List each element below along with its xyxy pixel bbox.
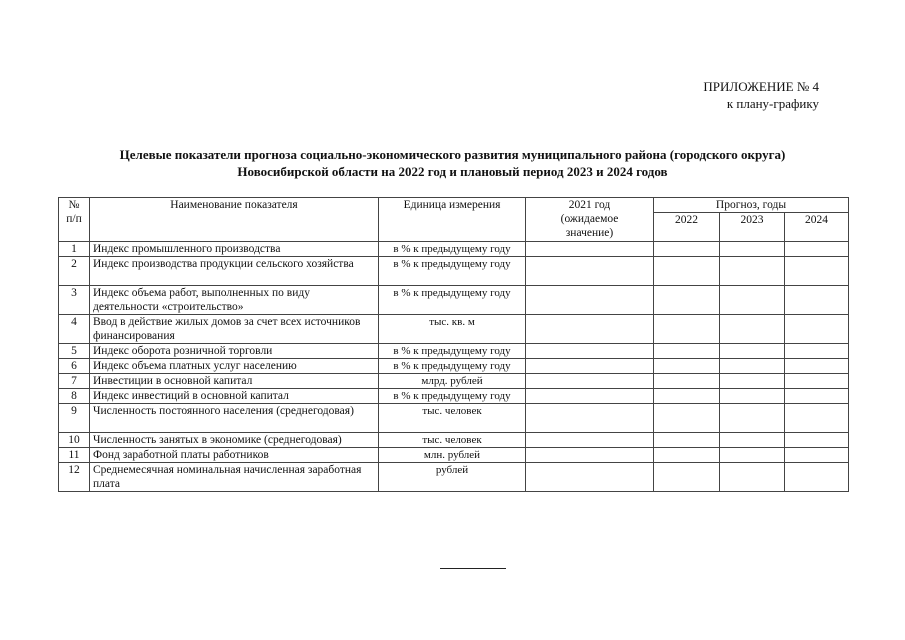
table-row: 10 Численность занятых в экономике (среднегодовая) тыс. человек (59, 433, 849, 448)
table-row: 12 Среднемесячная номинальная начисленная заработная плата рублей (59, 463, 849, 492)
header-year-2022: 2022 (654, 213, 720, 242)
indicators-table (58, 197, 849, 492)
title-line-1: Целевые показатели прогноза социально-экономического развития муниципального района (городского округа) (119, 147, 786, 162)
table-row: 5 Индекс оборота розничной торговли в % к предыдущему году (59, 344, 849, 359)
table-body (59, 242, 849, 492)
appendix-reference: к плану-графику (726, 96, 819, 111)
table-row: 6 Индекс объема платных услуг населению в % к предыдущему году (59, 359, 849, 374)
table-row: 1 Индекс промышленного производства в % к предыдущему году (59, 242, 849, 257)
table-row: 9 Численность постоянного населения (среднегодовая) тыс. человек (59, 404, 849, 433)
header-indicator-name: Наименование показателя (90, 198, 379, 242)
appendix-number: ПРИЛОЖЕНИЕ № 4 (703, 79, 819, 94)
table-row: 2 Индекс производства продукции сельского хозяйства в % к предыдущему году (59, 257, 849, 286)
table-row: 7 Инвестиции в основной капитал млрд. рублей (59, 374, 849, 389)
footer-divider (440, 568, 506, 569)
table-row: 11 Фонд заработной платы работников млн. рублей (59, 448, 849, 463)
header-number: № п/п (59, 198, 90, 242)
header-year-2021: 2021 год (ожидаемое значение) (526, 198, 654, 242)
header-year-2023: 2023 (720, 213, 785, 242)
title-line-2: Новосибирской области на 2022 год и плановый период 2023 и 2024 годов (237, 164, 668, 179)
document-title (40, 146, 865, 180)
table-row: 4 Ввод в действие жилых домов за счет всех источников финансирования тыс. кв. м (59, 315, 849, 344)
header-forecast: Прогноз, годы (654, 198, 849, 213)
table-row: 3 Индекс объема работ, выполненных по виду деятельности «строительство» в % к предыдущему году (59, 286, 849, 315)
header-year-2024: 2024 (785, 213, 849, 242)
table-row: 8 Индекс инвестиций в основной капитал в % к предыдущему году (59, 389, 849, 404)
appendix-label (703, 78, 819, 112)
header-unit: Единица измерения (379, 198, 526, 242)
